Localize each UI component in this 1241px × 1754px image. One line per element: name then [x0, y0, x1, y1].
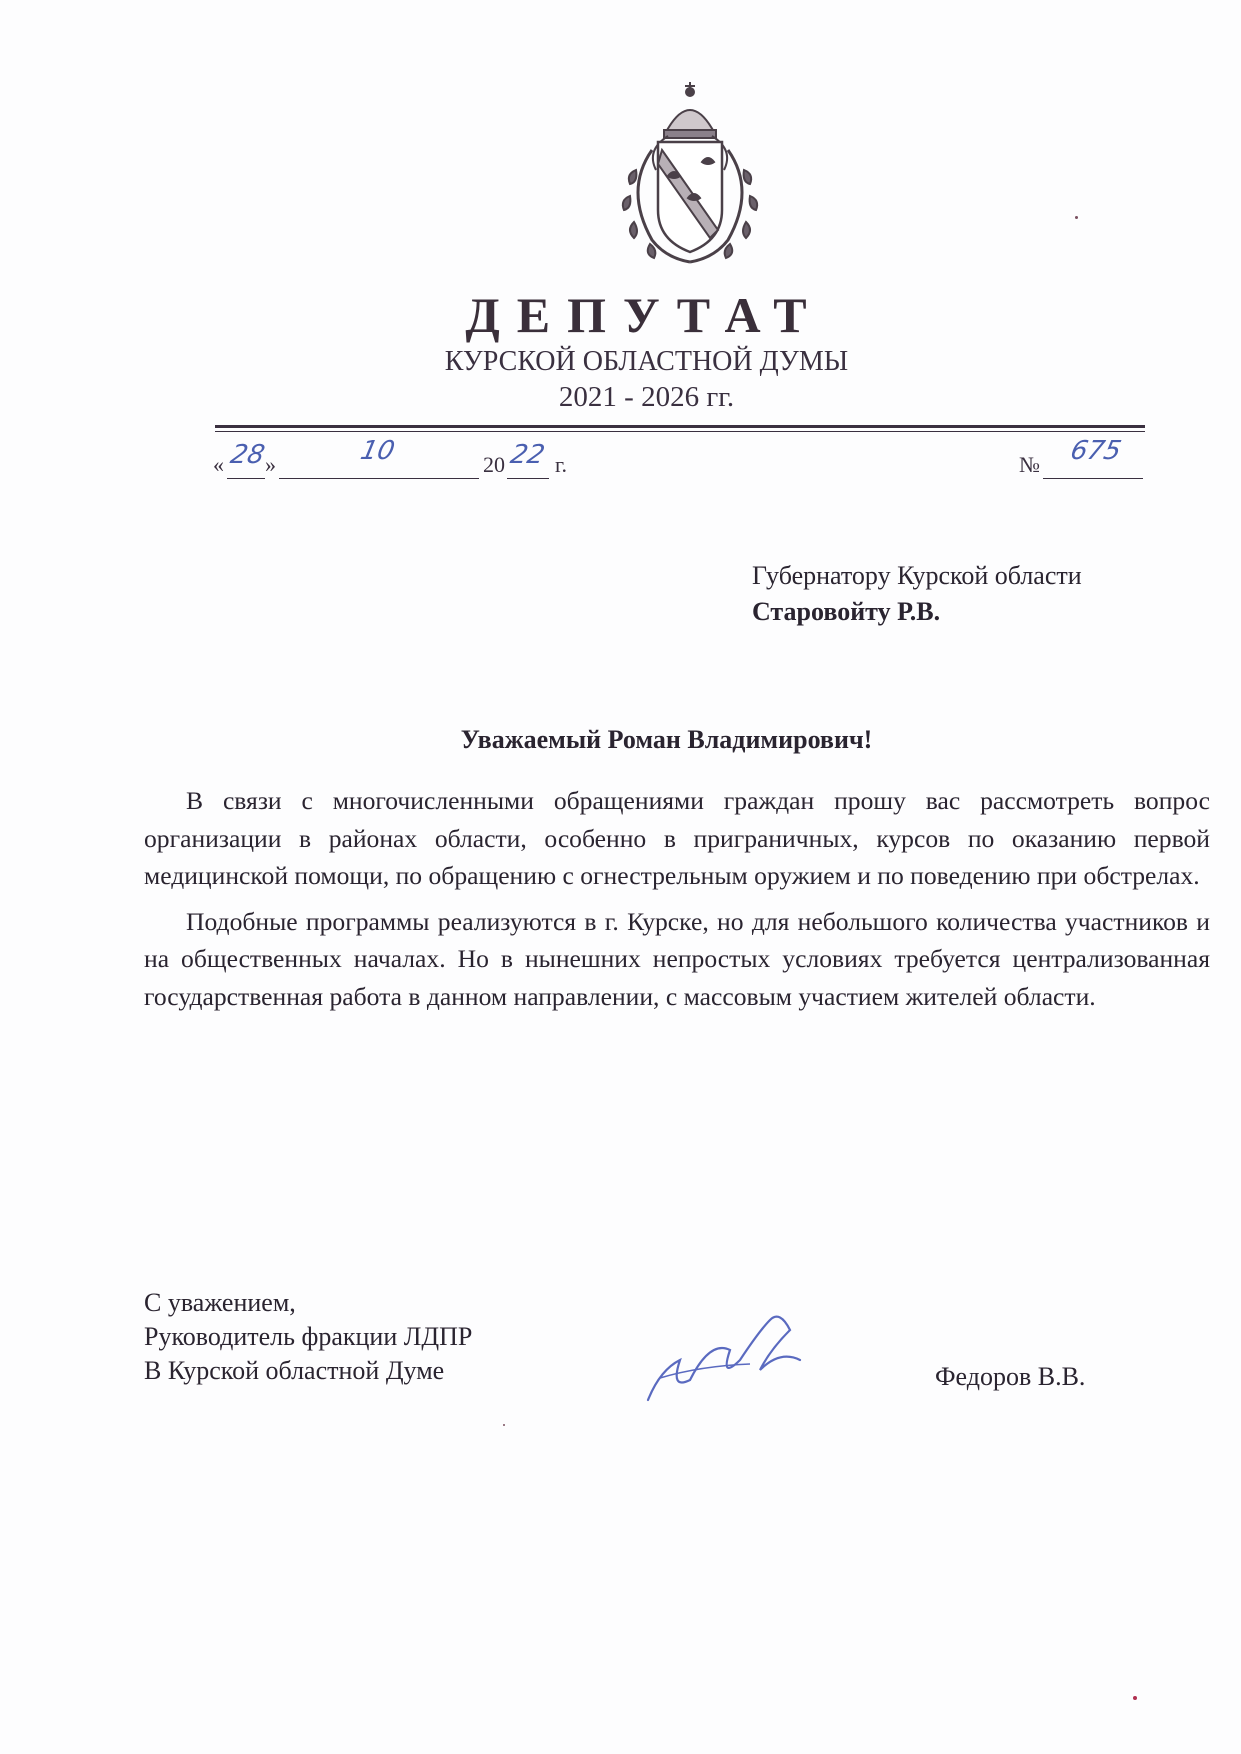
closing-block [144, 1286, 472, 1388]
date-close-quote: » [265, 452, 276, 477]
letter-body [144, 782, 1210, 1023]
coat-of-arms-emblem [606, 80, 774, 270]
month-blank [279, 478, 479, 479]
number-label: № [1019, 452, 1040, 477]
body-paragraph: Подобные программы реализуются в г. Курске, но для небольшого количества участников и на общественных началах. Но в нынешних непростых условиях требуется централизованная государственная работа в данном направлении, с массовым участием жителей области. [144, 906, 1210, 1011]
scan-speck [1075, 216, 1078, 219]
handwritten-signature [640, 1300, 810, 1410]
closing-regards: С уважением, [144, 1288, 296, 1317]
year-unit: г. [555, 452, 568, 477]
closing-organization: В Курской областной Думе [144, 1356, 445, 1385]
letterhead-title: ДЕПУТАТ [465, 287, 824, 343]
letterhead-years: 2021 - 2026 гг. [558, 381, 735, 413]
greeting: Уважаемый Роман Владимирович! [460, 725, 873, 754]
year-blank [507, 478, 549, 479]
addressee-name: Старовойту Р.В. [752, 597, 941, 626]
scan-speck [1133, 1696, 1137, 1700]
year-handwritten: 22 [507, 440, 548, 470]
number-handwritten: 675 [1067, 436, 1124, 466]
letterhead-subtitle: КУРСКОЙ ОБЛАСТНОЙ ДУМЫ [444, 346, 849, 377]
addressee-position: Губернатору Курской области [752, 561, 1082, 590]
scan-speck [503, 1424, 505, 1426]
header-rule-thin [215, 431, 1145, 432]
body-paragraph: В связи с многочисленными обращениями граждан прошу вас рассмотреть вопрос организации в районах области, особенно в приграничных, курсов по оказанию первой медицинской помощи, по обращению с огнестрельным оружием и по поведению при обстрелах. [144, 786, 1210, 890]
signer-name: Федоров В.В. [935, 1362, 1086, 1391]
day-handwritten: 28 [227, 440, 268, 470]
addressee-block [752, 558, 1082, 630]
day-blank [227, 478, 265, 479]
number-blank [1043, 478, 1143, 479]
header-rule [215, 425, 1145, 428]
closing-position: Руководитель фракции ЛДПР [144, 1322, 473, 1351]
year-prefix: 20 [483, 452, 505, 477]
date-open-quote: « [213, 452, 224, 477]
month-handwritten: 10 [357, 436, 398, 466]
date-number-line [213, 436, 1143, 486]
